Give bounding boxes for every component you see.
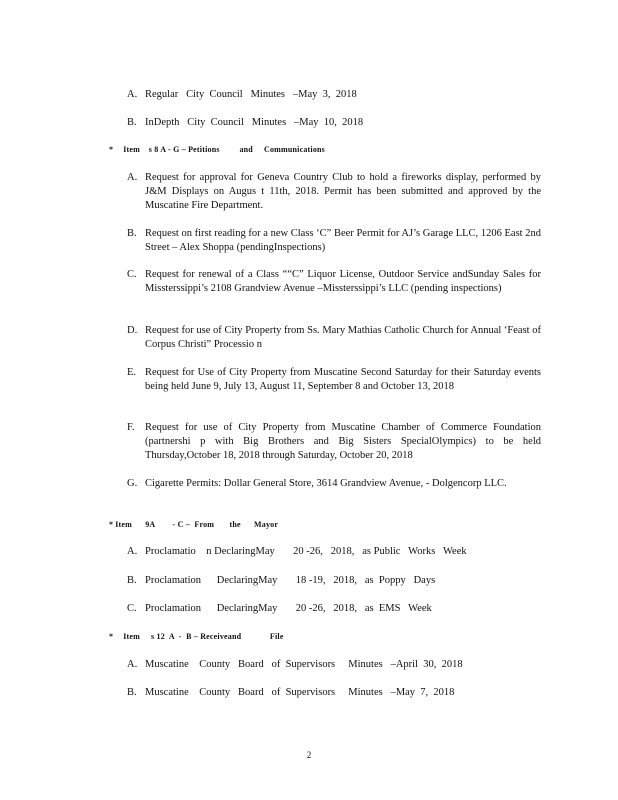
section-bullet: * [109,520,114,529]
item-text: Proclamation DeclaringMay 20 -26, 2018, as EMS Week [145,603,432,614]
section-title: Item 9A - C – From the Mayor [115,520,279,529]
item-letter: B. [127,228,137,239]
item-letter: G. [127,478,138,489]
item-letter: A. [127,172,138,183]
page-number: 2 [306,750,312,760]
item-letter: E. [127,367,137,378]
item-text: Request for use of City Property from Muscatine Chamber of Commerce Foundation (partnershi p with Big Brothers and Big Sisters SpecialOlympics) to be held Thursday,October 18, 2018 through Saturday, October 20, 2018 [145,422,541,461]
item-text: Request on first reading for a new Class ‘C” Beer Permit for AJ’s Garage LLC, 1206 East 2nd Street – Alex Shoppa (pendingInspections) [145,228,541,253]
section-title: Item s 8 A - G – Petitions and Communications [123,145,325,154]
item-text: Muscatine County Board of Supervisors Minutes –April 30, 2018 [145,659,463,670]
section-heading-receive-file [109,632,284,642]
section-heading-mayor [109,520,278,530]
item-letter: A. [127,659,138,670]
section-heading-petitions [109,145,325,155]
item-text: Cigarette Permits: Dollar General Store, 3614 Grandview Avenue, - Dolgencorp LLC. [145,478,507,489]
section-bullet: * [109,632,114,641]
item-text: InDepth City Council Minutes –May 10, 2018 [145,117,364,128]
item-text: Proclamatio n DeclaringMay 20 -26, 2018, as Public Works Week [145,546,467,557]
item-letter: A. [127,89,138,100]
item-text: Muscatine County Board of Supervisors Minutes –May 7, 2018 [145,687,455,698]
item-text: Request for Use of City Property from Muscatine Second Saturday for their Saturday events being held June 9, July 13, August 11, September 8 and October 13, 2018 [145,367,541,392]
item-text: Request for approval for Geneva Country Club to hold a fireworks display, performed by J&M Displays on Augus t 11th, 2018. Permit has been submitted and approved by the Muscatine Fire Department. [145,172,541,211]
section-bullet: * [109,145,114,154]
item-text: Proclamation DeclaringMay 18 -19, 2018, as Poppy Days [145,575,436,586]
item-letter: B. [127,575,137,586]
item-letter: B. [127,117,137,128]
item-text: Request for renewal of a Class ““C” Liquor License, Outdoor Service andSunday Sales for Missterssippi’s 2108 Grandview Avenue –Missterssippi’s LLC (pending inspections) [145,269,541,294]
item-letter: F. [127,422,135,433]
item-text: Regular City Council Minutes –May 3, 2018 [145,89,357,100]
item-text: Request for use of City Property from Ss. Mary Mathias Catholic Church for Annual ‘Feast of Corpus Christi” Processio n [145,325,541,350]
item-letter: A. [127,546,138,557]
item-letter: C. [127,269,137,280]
item-letter: D. [127,325,138,336]
item-letter: C. [127,603,137,614]
section-title: Item s 12 A - B – Receiveand File [123,632,284,641]
item-letter: B. [127,687,137,698]
